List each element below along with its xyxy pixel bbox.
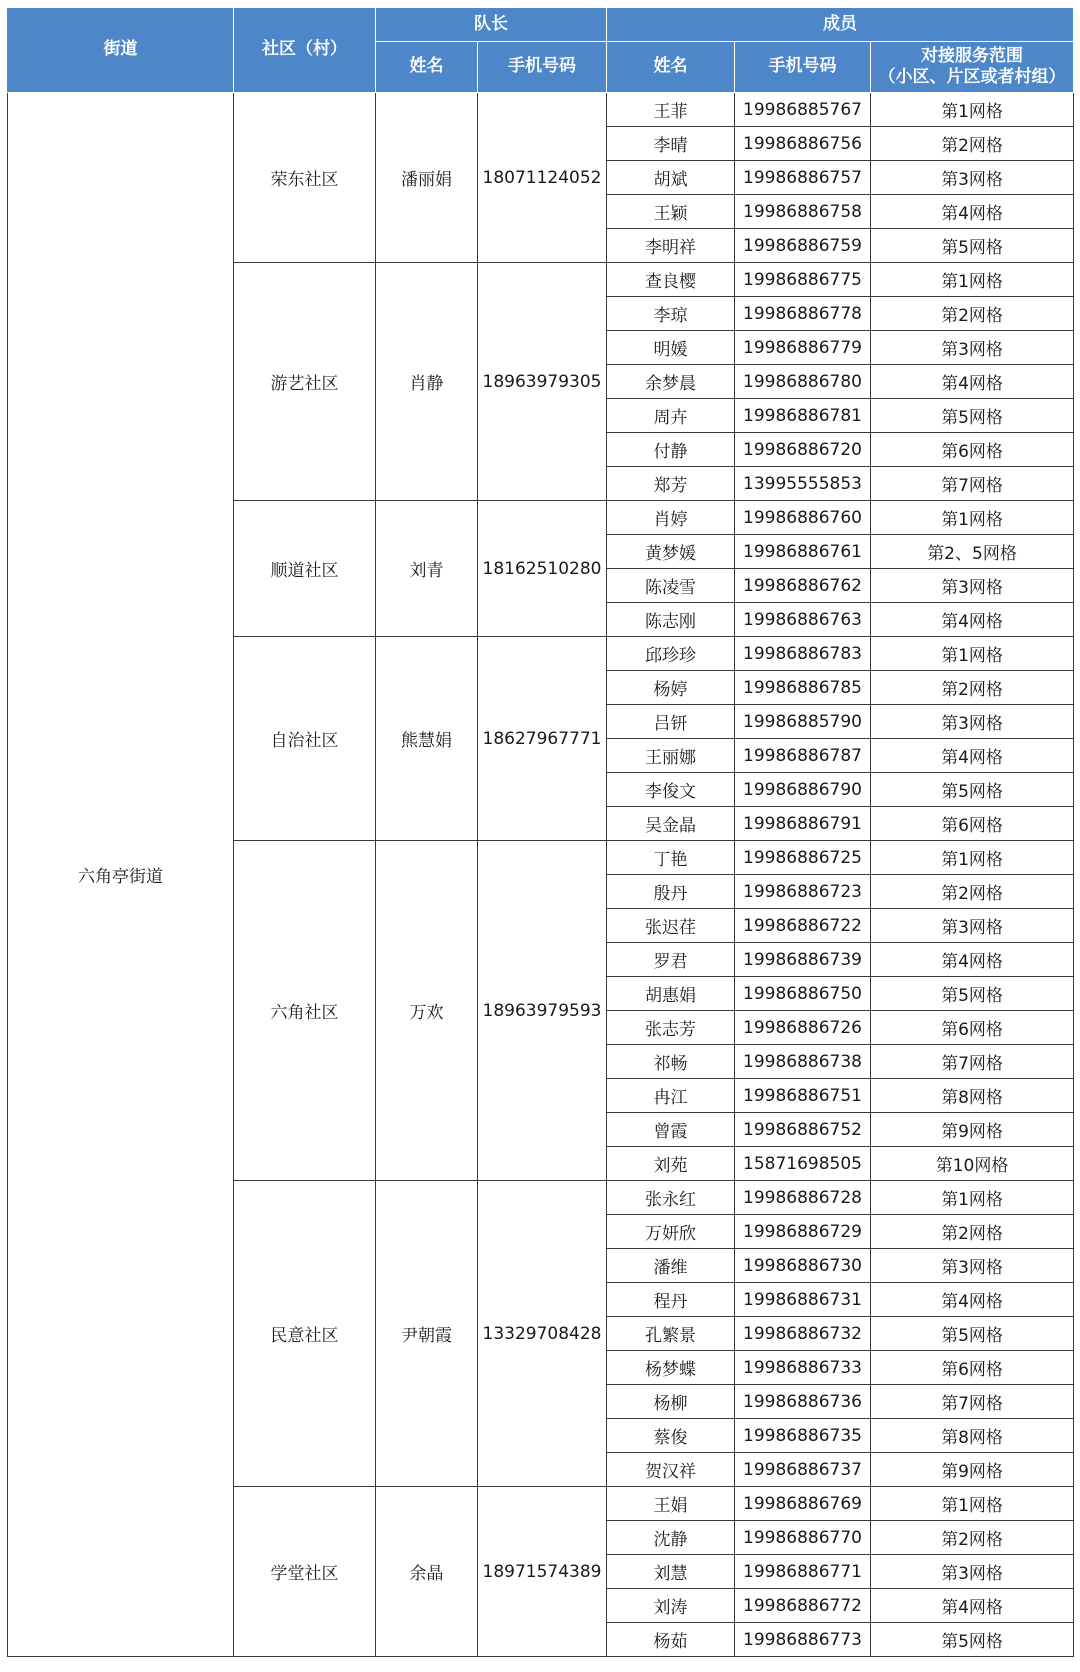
- member-phone-cell: 19986886791: [735, 807, 871, 841]
- member-phone-cell: 19986886772: [735, 1589, 871, 1623]
- member-scope-cell: 第2网格: [871, 297, 1074, 331]
- member-scope-cell: 第2网格: [871, 671, 1074, 705]
- member-phone-cell: 19986886787: [735, 739, 871, 773]
- member-name-cell: 殷丹: [607, 875, 735, 909]
- member-scope-cell: 第2网格: [871, 1215, 1074, 1249]
- member-phone-cell: 19986886728: [735, 1181, 871, 1215]
- street-cell: 六角亭街道: [8, 93, 234, 1657]
- member-phone-cell: 19986886763: [735, 603, 871, 637]
- member-scope-cell: 第1网格: [871, 1181, 1074, 1215]
- member-name-cell: 王丽娜: [607, 739, 735, 773]
- leader-name-cell: 熊慧娟: [376, 637, 478, 841]
- member-phone-cell: 19986886730: [735, 1249, 871, 1283]
- member-phone-cell: 19986886785: [735, 671, 871, 705]
- community-cell: 游艺社区: [234, 263, 376, 501]
- member-name-cell: 刘苑: [607, 1147, 735, 1181]
- member-scope-cell: 第4网格: [871, 603, 1074, 637]
- community-cell: 顺道社区: [234, 501, 376, 637]
- member-scope-cell: 第5网格: [871, 977, 1074, 1011]
- member-name-cell: 杨柳: [607, 1385, 735, 1419]
- header-community: 社区（村）: [234, 8, 376, 93]
- member-name-cell: 杨婷: [607, 671, 735, 705]
- table-body: [8, 93, 1074, 1657]
- member-scope-cell: 第7网格: [871, 1045, 1074, 1079]
- member-scope-cell: 第4网格: [871, 739, 1074, 773]
- member-phone-cell: 19986886733: [735, 1351, 871, 1385]
- member-scope-cell: 第2、5网格: [871, 535, 1074, 569]
- member-scope-cell: 第6网格: [871, 433, 1074, 467]
- member-phone-cell: 19986886761: [735, 535, 871, 569]
- member-phone-cell: 19986886723: [735, 875, 871, 909]
- member-name-cell: 查良樱: [607, 263, 735, 297]
- member-name-cell: 余梦晨: [607, 365, 735, 399]
- leader-name-cell: 尹朝霞: [376, 1181, 478, 1487]
- leader-name-cell: 余晶: [376, 1487, 478, 1657]
- member-phone-cell: 19986886726: [735, 1011, 871, 1045]
- member-name-cell: 胡斌: [607, 161, 735, 195]
- member-name-cell: 肖婷: [607, 501, 735, 535]
- member-phone-cell: 19986886790: [735, 773, 871, 807]
- community-cell: 荣东社区: [234, 93, 376, 263]
- member-name-cell: 杨茹: [607, 1623, 735, 1657]
- member-name-cell: 吴金晶: [607, 807, 735, 841]
- member-phone-cell: 19986886757: [735, 161, 871, 195]
- member-phone-cell: 13995555853: [735, 467, 871, 501]
- member-name-cell: 李晴: [607, 127, 735, 161]
- member-scope-cell: 第5网格: [871, 1623, 1074, 1657]
- member-name-cell: 李明祥: [607, 229, 735, 263]
- member-phone-cell: 19986886736: [735, 1385, 871, 1419]
- member-phone-cell: 19986886780: [735, 365, 871, 399]
- member-phone-cell: 19986886752: [735, 1113, 871, 1147]
- member-phone-cell: 19986886759: [735, 229, 871, 263]
- leader-name-cell: 万欢: [376, 841, 478, 1181]
- member-name-cell: 黄梦媛: [607, 535, 735, 569]
- member-phone-cell: 19986886779: [735, 331, 871, 365]
- member-name-cell: 胡惠娟: [607, 977, 735, 1011]
- member-scope-cell: 第4网格: [871, 195, 1074, 229]
- member-name-cell: 祁畅: [607, 1045, 735, 1079]
- leader-name-cell: 肖静: [376, 263, 478, 501]
- leader-phone-cell: 18963979593: [478, 841, 607, 1181]
- member-name-cell: 李俊文: [607, 773, 735, 807]
- member-phone-cell: 19986886781: [735, 399, 871, 433]
- leader-phone-cell: 18627967771: [478, 637, 607, 841]
- member-name-cell: 张志芳: [607, 1011, 735, 1045]
- member-scope-cell: 第8网格: [871, 1079, 1074, 1113]
- member-name-cell: 吕钘: [607, 705, 735, 739]
- member-name-cell: 王颖: [607, 195, 735, 229]
- member-phone-cell: 19986886732: [735, 1317, 871, 1351]
- member-scope-cell: 第3网格: [871, 1555, 1074, 1589]
- member-phone-cell: 19986886738: [735, 1045, 871, 1079]
- community-cell: 学堂社区: [234, 1487, 376, 1657]
- member-scope-cell: 第1网格: [871, 637, 1074, 671]
- member-scope-cell: 第4网格: [871, 365, 1074, 399]
- member-name-cell: 沈静: [607, 1521, 735, 1555]
- member-scope-cell: 第5网格: [871, 1317, 1074, 1351]
- member-name-cell: 张迟荏: [607, 909, 735, 943]
- member-name-cell: 丁艳: [607, 841, 735, 875]
- member-name-cell: 刘慧: [607, 1555, 735, 1589]
- member-phone-cell: 19986886751: [735, 1079, 871, 1113]
- member-scope-cell: 第1网格: [871, 501, 1074, 535]
- member-phone-cell: 19986886758: [735, 195, 871, 229]
- member-scope-cell: 第3网格: [871, 705, 1074, 739]
- member-name-cell: 明媛: [607, 331, 735, 365]
- member-scope-cell: 第10网格: [871, 1147, 1074, 1181]
- community-cell: 自治社区: [234, 637, 376, 841]
- member-scope-cell: 第4网格: [871, 1589, 1074, 1623]
- member-phone-cell: 19986885767: [735, 93, 871, 127]
- member-phone-cell: 19986886735: [735, 1419, 871, 1453]
- member-phone-cell: 19986886720: [735, 433, 871, 467]
- member-scope-cell: 第6网格: [871, 807, 1074, 841]
- member-scope-cell: 第3网格: [871, 1249, 1074, 1283]
- header-street: 街道: [8, 8, 234, 93]
- member-phone-cell: 19986886769: [735, 1487, 871, 1521]
- member-name-cell: 王菲: [607, 93, 735, 127]
- table-row: [8, 93, 1074, 127]
- member-scope-cell: 第2网格: [871, 875, 1074, 909]
- member-phone-cell: 19986886783: [735, 637, 871, 671]
- member-scope-cell: 第6网格: [871, 1351, 1074, 1385]
- member-scope-cell: 第1网格: [871, 841, 1074, 875]
- grid-roster-table: [7, 7, 1074, 1657]
- leader-phone-cell: 18971574389: [478, 1487, 607, 1657]
- member-name-cell: 陈志刚: [607, 603, 735, 637]
- member-name-cell: 张永红: [607, 1181, 735, 1215]
- member-name-cell: 贺汉祥: [607, 1453, 735, 1487]
- member-name-cell: 刘涛: [607, 1589, 735, 1623]
- member-scope-cell: 第2网格: [871, 127, 1074, 161]
- member-phone-cell: 19986886773: [735, 1623, 871, 1657]
- member-name-cell: 陈凌雪: [607, 569, 735, 603]
- member-scope-cell: 第8网格: [871, 1419, 1074, 1453]
- member-name-cell: 潘维: [607, 1249, 735, 1283]
- member-scope-cell: 第4网格: [871, 1283, 1074, 1317]
- member-name-cell: 曾霞: [607, 1113, 735, 1147]
- member-scope-cell: 第3网格: [871, 331, 1074, 365]
- member-name-cell: 冉江: [607, 1079, 735, 1113]
- member-scope-cell: 第5网格: [871, 773, 1074, 807]
- member-name-cell: 杨梦蝶: [607, 1351, 735, 1385]
- header-member-name: 姓名: [607, 42, 735, 93]
- member-phone-cell: 19986886725: [735, 841, 871, 875]
- community-cell: 六角社区: [234, 841, 376, 1181]
- member-scope-cell: 第1网格: [871, 1487, 1074, 1521]
- member-name-cell: 蔡俊: [607, 1419, 735, 1453]
- leader-phone-cell: 18963979305: [478, 263, 607, 501]
- member-phone-cell: 19986886770: [735, 1521, 871, 1555]
- header-service-scope-line1: 对接服务范围: [921, 45, 1024, 66]
- member-phone-cell: 19986886739: [735, 943, 871, 977]
- leader-phone-cell: 13329708428: [478, 1181, 607, 1487]
- member-phone-cell: 19986886760: [735, 501, 871, 535]
- member-scope-cell: 第1网格: [871, 93, 1074, 127]
- member-name-cell: 程丹: [607, 1283, 735, 1317]
- member-scope-cell: 第6网格: [871, 1011, 1074, 1045]
- member-name-cell: 郑芳: [607, 467, 735, 501]
- member-scope-cell: 第7网格: [871, 1385, 1074, 1419]
- member-phone-cell: 19986886750: [735, 977, 871, 1011]
- member-scope-cell: 第5网格: [871, 229, 1074, 263]
- member-scope-cell: 第1网格: [871, 263, 1074, 297]
- leader-name-cell: 潘丽娟: [376, 93, 478, 263]
- roster-table-container: [7, 7, 1074, 1657]
- leader-phone-cell: 18162510280: [478, 501, 607, 637]
- header-leader-phone: 手机号码: [478, 42, 607, 93]
- member-phone-cell: 19986886762: [735, 569, 871, 603]
- member-phone-cell: 19986886737: [735, 1453, 871, 1487]
- member-phone-cell: 19986886778: [735, 297, 871, 331]
- member-name-cell: 李琼: [607, 297, 735, 331]
- header-service-scope: [871, 42, 1074, 93]
- member-scope-cell: 第3网格: [871, 909, 1074, 943]
- member-scope-cell: 第9网格: [871, 1453, 1074, 1487]
- member-scope-cell: 第2网格: [871, 1521, 1074, 1555]
- member-scope-cell: 第3网格: [871, 569, 1074, 603]
- member-phone-cell: 19986886771: [735, 1555, 871, 1589]
- member-scope-cell: 第7网格: [871, 467, 1074, 501]
- header-members-group: 成员: [607, 8, 1074, 42]
- member-phone-cell: 15871698505: [735, 1147, 871, 1181]
- member-phone-cell: 19986886731: [735, 1283, 871, 1317]
- header-member-phone: 手机号码: [735, 42, 871, 93]
- member-name-cell: 孔繁景: [607, 1317, 735, 1351]
- member-phone-cell: 19986886722: [735, 909, 871, 943]
- header-service-scope-line2: （小区、片区或者村组）: [878, 67, 1066, 87]
- member-scope-cell: 第5网格: [871, 399, 1074, 433]
- member-phone-cell: 19986886729: [735, 1215, 871, 1249]
- member-scope-cell: 第4网格: [871, 943, 1074, 977]
- member-name-cell: 付静: [607, 433, 735, 467]
- member-name-cell: 周卉: [607, 399, 735, 433]
- community-cell: 民意社区: [234, 1181, 376, 1487]
- header-leader-name: 姓名: [376, 42, 478, 93]
- member-scope-cell: 第3网格: [871, 161, 1074, 195]
- member-scope-cell: 第9网格: [871, 1113, 1074, 1147]
- member-name-cell: 王娟: [607, 1487, 735, 1521]
- member-name-cell: 邱珍珍: [607, 637, 735, 671]
- member-name-cell: 万妍欣: [607, 1215, 735, 1249]
- member-phone-cell: 19986886756: [735, 127, 871, 161]
- header-leader-group: 队长: [376, 8, 607, 42]
- member-phone-cell: 19986886775: [735, 263, 871, 297]
- member-phone-cell: 19986885790: [735, 705, 871, 739]
- leader-name-cell: 刘青: [376, 501, 478, 637]
- leader-phone-cell: 18071124052: [478, 93, 607, 263]
- member-name-cell: 罗君: [607, 943, 735, 977]
